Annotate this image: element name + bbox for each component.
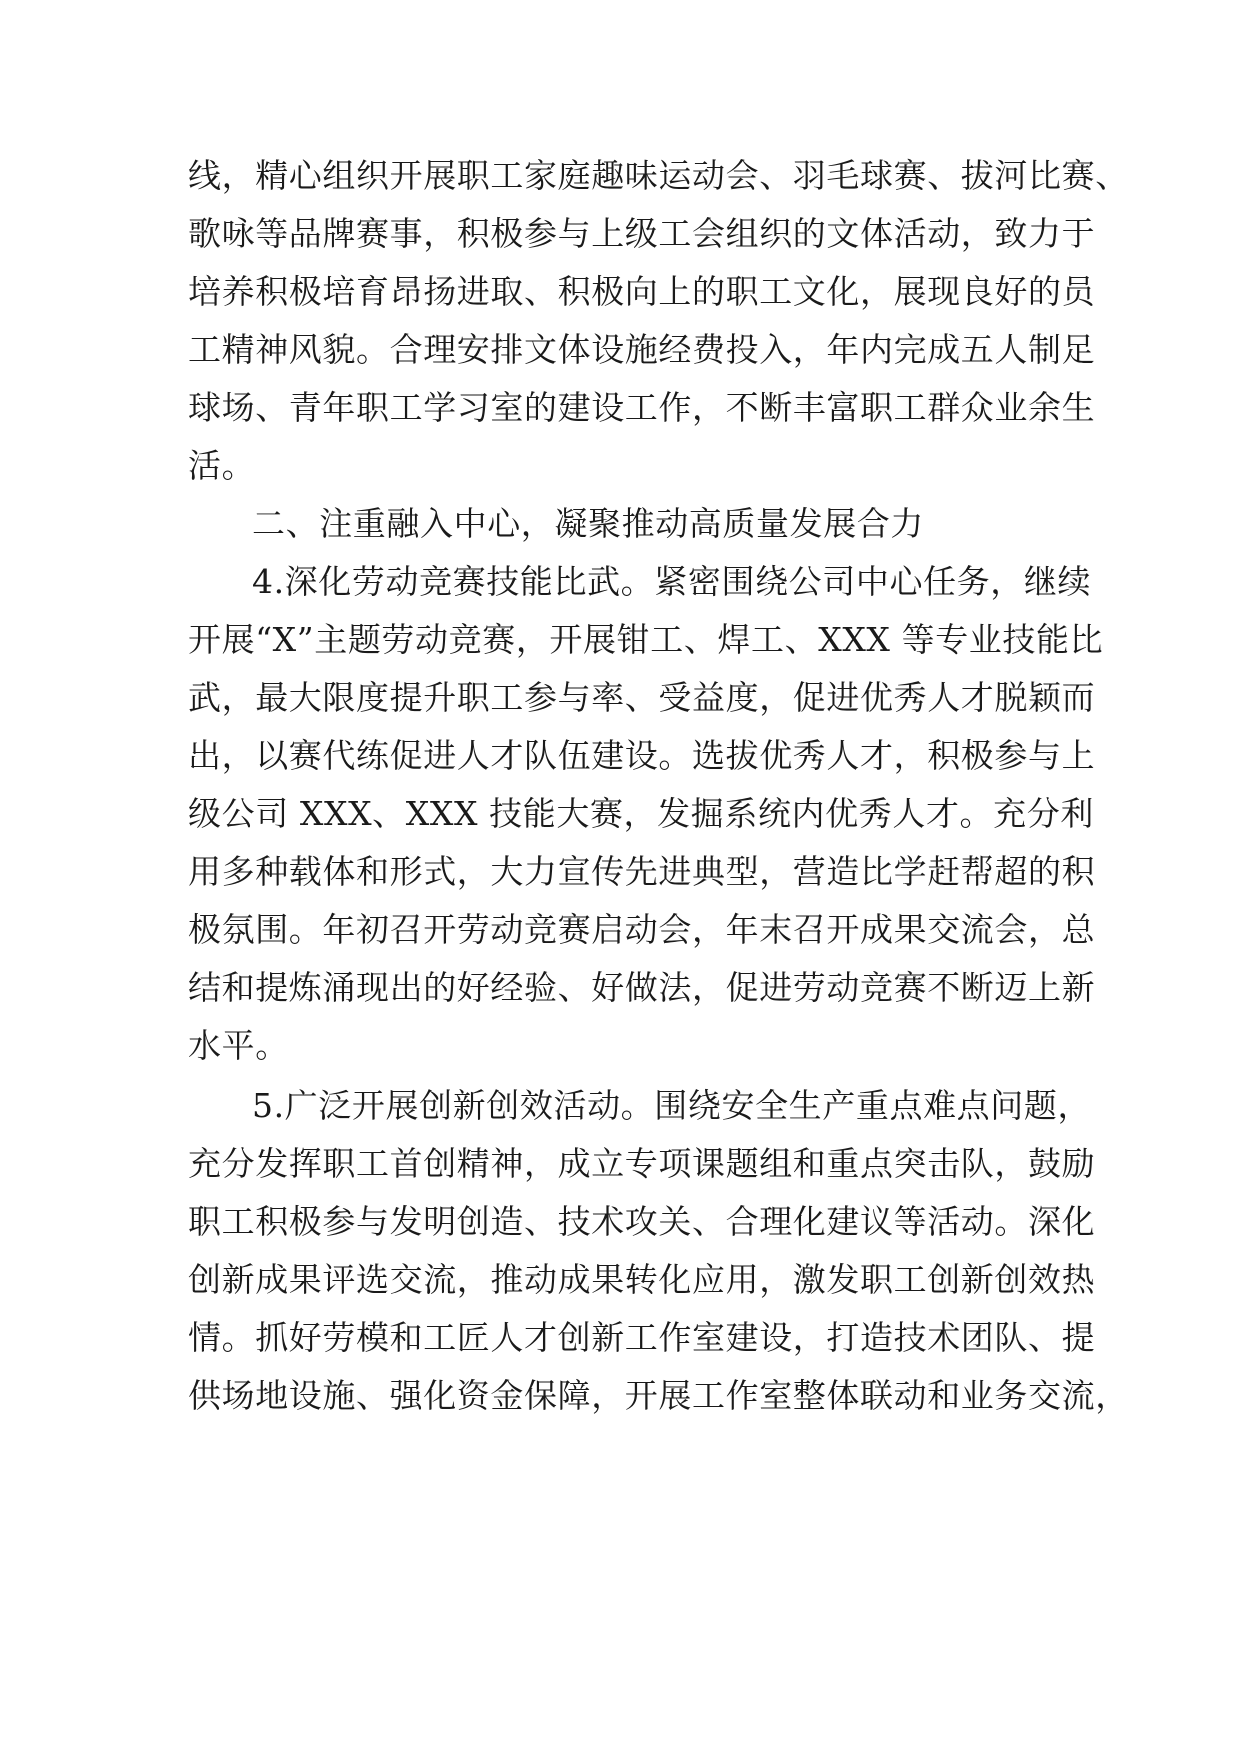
text-line: 活。 — [188, 446, 256, 485]
text-line: 职工积极参与发明创造、技术攻关、合理化建议等活动。深化 — [188, 1202, 1096, 1241]
text-line: 培养积极培育昂扬进取、积极向上的职工文化，展现良好的员 — [188, 272, 1096, 311]
text-line: 出，以赛代练促进人才队伍建设。选拔优秀人才，积极参与上 — [188, 736, 1096, 775]
text-line: 极氛围。年初召开劳动竞赛启动会，年末召开成果交流会，总 — [188, 910, 1096, 949]
text-line: 5.广泛开展创新创效活动。围绕安全生产重点难点问题， — [252, 1086, 1092, 1125]
text-line: 开展“X”主题劳动竞赛，开展钳工、焊工、XXX 等专业技能比 — [188, 620, 1104, 659]
text-line: 4.深化劳动竞赛技能比武。紧密围绕公司中心任务，继续 — [252, 562, 1092, 601]
section-heading: 二、注重融入中心，凝聚推动高质量发展合力 — [252, 504, 924, 543]
text-line: 工精神风貌。合理安排文体设施经费投入，年内完成五人制足 — [188, 330, 1096, 369]
text-line: 武，最大限度提升职工参与率、受益度，促进优秀人才脱颖而 — [188, 678, 1096, 717]
text-line: 用多种载体和形式，大力宣传先进典型，营造比学赶帮超的积 — [188, 852, 1096, 891]
text-line: 创新成果评选交流，推动成果转化应用，激发职工创新创效热 — [188, 1260, 1096, 1299]
text-line: 供场地设施、强化资金保障，开展工作室整体联动和业务交流， — [188, 1376, 1129, 1415]
text-line: 球场、青年职工学习室的建设工作，不断丰富职工群众业余生 — [188, 388, 1096, 427]
text-line: 水平。 — [188, 1026, 289, 1065]
text-line: 情。抓好劳模和工匠人才创新工作室建设，打造技术团队、提 — [188, 1318, 1096, 1357]
text-line: 结和提炼涌现出的好经验、好做法，促进劳动竞赛不断迈上新 — [188, 968, 1096, 1007]
text-line: 线，精心组织开展职工家庭趣味运动会、羽毛球赛、拔河比赛、 — [188, 156, 1129, 195]
text-line: 歌咏等品牌赛事，积极参与上级工会组织的文体活动，致力于 — [188, 214, 1096, 253]
text-line: 级公司 XXX、XXX 技能大赛，发掘系统内优秀人才。充分利 — [188, 794, 1094, 833]
text-line: 充分发挥职工首创精神，成立专项课题组和重点突击队，鼓励 — [188, 1144, 1096, 1183]
